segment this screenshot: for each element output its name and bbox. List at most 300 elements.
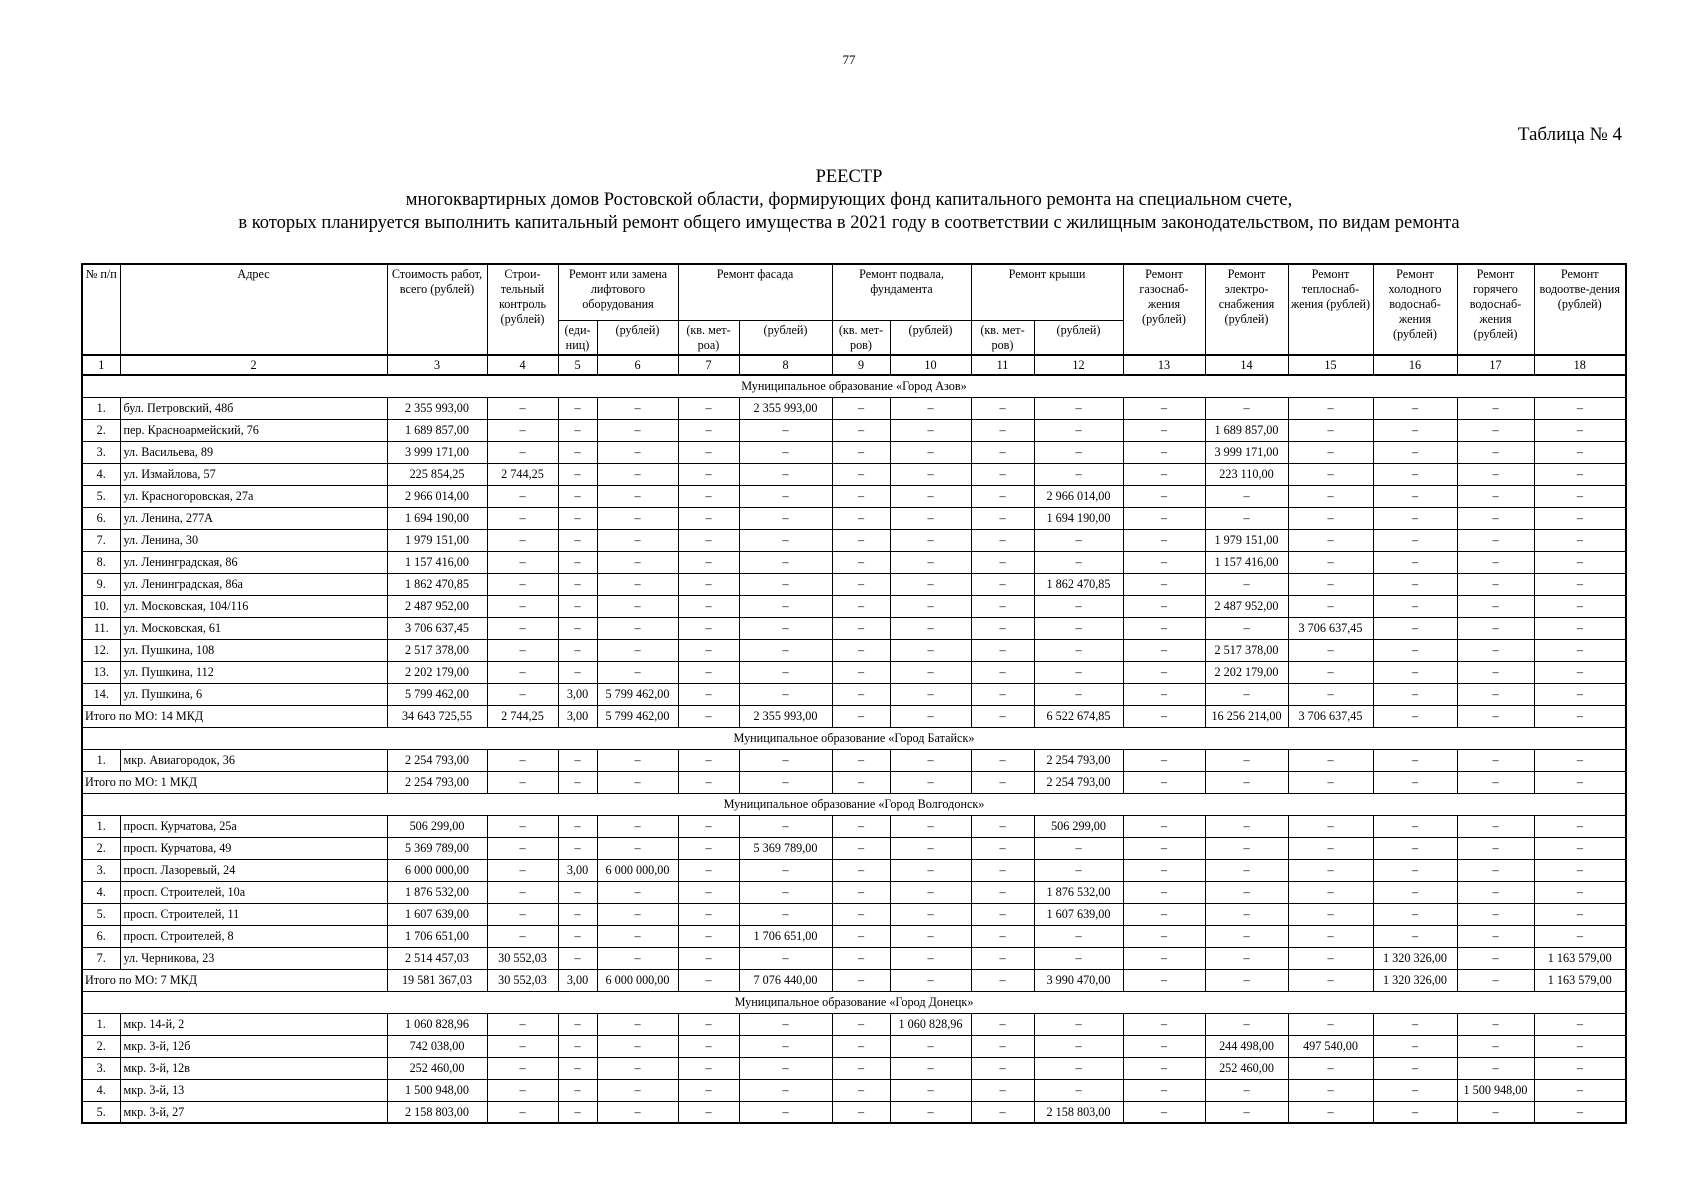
value-cell: –: [1034, 837, 1123, 859]
value-cell: –: [678, 419, 739, 441]
value-cell: –: [678, 1035, 739, 1057]
value-cell: –: [1457, 419, 1534, 441]
value-cell: 1 500 948,00: [1457, 1079, 1534, 1101]
value-cell: 3 999 171,00: [387, 441, 487, 463]
value-cell: –: [1373, 441, 1457, 463]
value-cell: –: [890, 463, 971, 485]
value-cell: –: [890, 837, 971, 859]
value-cell: –: [1034, 1013, 1123, 1035]
table-row: [82, 507, 1626, 529]
total-cell: 19 581 367,03: [387, 969, 487, 991]
total-row: [82, 969, 1626, 991]
total-cell: 1 163 579,00: [1534, 969, 1626, 991]
table-label: Таблица № 4: [1517, 124, 1622, 145]
value-cell: –: [1034, 947, 1123, 969]
value-cell: –: [971, 551, 1034, 573]
value-cell: 1 862 470,85: [387, 573, 487, 595]
total-row: [82, 705, 1626, 727]
value-cell: 1 706 651,00: [739, 925, 832, 947]
value-cell: –: [971, 1057, 1034, 1079]
value-cell: –: [597, 1101, 678, 1123]
total-cell: 2 744,25: [487, 705, 558, 727]
value-cell: –: [678, 617, 739, 639]
value-cell: –: [1373, 419, 1457, 441]
value-cell: –: [1288, 595, 1373, 617]
value-cell: 2 202 179,00: [387, 661, 487, 683]
value-cell: –: [1373, 1057, 1457, 1079]
value-cell: –: [678, 815, 739, 837]
value-cell: –: [678, 551, 739, 573]
value-cell: –: [1373, 1035, 1457, 1057]
value-cell: –: [890, 573, 971, 595]
value-cell: –: [971, 573, 1034, 595]
value-cell: –: [1457, 463, 1534, 485]
value-cell: –: [487, 1035, 558, 1057]
value-cell: –: [1457, 507, 1534, 529]
column-number: 17: [1457, 355, 1534, 375]
row-number: 5.: [82, 903, 120, 925]
column-number: 14: [1205, 355, 1288, 375]
value-cell: –: [487, 1079, 558, 1101]
row-number: 14.: [82, 683, 120, 705]
total-cell: –: [597, 771, 678, 793]
value-cell: –: [558, 397, 597, 419]
value-cell: –: [1534, 1035, 1626, 1057]
table-row: [82, 661, 1626, 683]
value-cell: –: [558, 837, 597, 859]
value-cell: –: [1288, 815, 1373, 837]
header-roof-rub: (рублей): [1034, 320, 1123, 355]
value-cell: –: [597, 749, 678, 771]
row-number: 1.: [82, 815, 120, 837]
address-cell: мкр. Авиагородок, 36: [120, 749, 387, 771]
table-row: [82, 749, 1626, 771]
value-cell: 1 163 579,00: [1534, 947, 1626, 969]
value-cell: –: [1373, 485, 1457, 507]
value-cell: –: [1288, 903, 1373, 925]
total-cell: –: [1123, 771, 1205, 793]
header-lift: Ремонт или замена лифтового оборудования: [558, 264, 678, 320]
value-cell: –: [739, 749, 832, 771]
value-cell: –: [597, 1079, 678, 1101]
value-cell: –: [1534, 507, 1626, 529]
value-cell: –: [1534, 573, 1626, 595]
row-number: 1.: [82, 397, 120, 419]
registry-table: [81, 263, 1627, 1124]
address-cell: ул. Московская, 104/116: [120, 595, 387, 617]
value-cell: 1 060 828,96: [387, 1013, 487, 1035]
value-cell: –: [1205, 859, 1288, 881]
value-cell: 1 979 151,00: [387, 529, 487, 551]
total-cell: –: [1534, 705, 1626, 727]
value-cell: –: [1457, 441, 1534, 463]
address-cell: ул. Измайлова, 57: [120, 463, 387, 485]
value-cell: 252 460,00: [387, 1057, 487, 1079]
value-cell: –: [1123, 639, 1205, 661]
value-cell: –: [1123, 397, 1205, 419]
value-cell: –: [597, 925, 678, 947]
value-cell: –: [1288, 837, 1373, 859]
row-number: 1.: [82, 1013, 120, 1035]
address-cell: просп. Строителей, 11: [120, 903, 387, 925]
value-cell: 225 854,25: [387, 463, 487, 485]
value-cell: –: [487, 815, 558, 837]
value-cell: –: [1123, 1101, 1205, 1123]
value-cell: –: [558, 463, 597, 485]
total-cell: –: [971, 705, 1034, 727]
total-cell: 2 355 993,00: [739, 705, 832, 727]
value-cell: –: [971, 903, 1034, 925]
row-number: 3.: [82, 859, 120, 881]
column-number: 18: [1534, 355, 1626, 375]
value-cell: –: [1123, 815, 1205, 837]
value-cell: –: [739, 1035, 832, 1057]
value-cell: 1 876 532,00: [1034, 881, 1123, 903]
header-roof-sqm: (кв. мет-ров): [971, 320, 1034, 355]
value-cell: 2 517 378,00: [387, 639, 487, 661]
value-cell: –: [1373, 683, 1457, 705]
value-cell: –: [558, 551, 597, 573]
address-cell: мкр. 3-й, 12в: [120, 1057, 387, 1079]
value-cell: 30 552,03: [487, 947, 558, 969]
value-cell: –: [1457, 837, 1534, 859]
value-cell: –: [1457, 947, 1534, 969]
address-cell: ул. Ленинградская, 86: [120, 551, 387, 573]
value-cell: –: [1123, 463, 1205, 485]
total-label: Итого по МО: 7 МКД: [82, 969, 387, 991]
value-cell: 5 369 789,00: [739, 837, 832, 859]
value-cell: –: [1534, 749, 1626, 771]
value-cell: –: [832, 947, 890, 969]
value-cell: –: [487, 925, 558, 947]
document-title: [0, 166, 1698, 235]
value-cell: –: [1205, 1101, 1288, 1123]
value-cell: –: [1457, 881, 1534, 903]
section-row: [82, 793, 1626, 815]
value-cell: –: [890, 529, 971, 551]
value-cell: 2 744,25: [487, 463, 558, 485]
value-cell: –: [890, 639, 971, 661]
value-cell: –: [678, 903, 739, 925]
value-cell: –: [890, 815, 971, 837]
value-cell: –: [487, 485, 558, 507]
value-cell: –: [832, 661, 890, 683]
value-cell: –: [1373, 881, 1457, 903]
header-facade-sqm: (кв. мет-роа): [678, 320, 739, 355]
value-cell: –: [597, 947, 678, 969]
table-row: [82, 1035, 1626, 1057]
value-cell: –: [1457, 617, 1534, 639]
value-cell: 1 500 948,00: [387, 1079, 487, 1101]
value-cell: –: [1205, 925, 1288, 947]
value-cell: –: [1288, 925, 1373, 947]
value-cell: –: [1205, 749, 1288, 771]
table-row: [82, 1079, 1626, 1101]
total-cell: –: [832, 969, 890, 991]
total-cell: 5 799 462,00: [597, 705, 678, 727]
value-cell: –: [1034, 661, 1123, 683]
total-cell: –: [1373, 705, 1457, 727]
value-cell: –: [832, 529, 890, 551]
value-cell: –: [1457, 639, 1534, 661]
value-cell: –: [487, 859, 558, 881]
address-cell: просп. Курчатова, 49: [120, 837, 387, 859]
value-cell: –: [678, 485, 739, 507]
total-cell: 2 254 793,00: [1034, 771, 1123, 793]
value-cell: –: [678, 397, 739, 419]
value-cell: –: [487, 683, 558, 705]
value-cell: –: [1288, 441, 1373, 463]
table-row: [82, 1101, 1626, 1123]
address-cell: ул. Московская, 61: [120, 617, 387, 639]
value-cell: –: [971, 859, 1034, 881]
column-number: 8: [739, 355, 832, 375]
value-cell: –: [890, 1057, 971, 1079]
table-body: [82, 375, 1626, 1123]
value-cell: –: [832, 859, 890, 881]
value-cell: –: [678, 683, 739, 705]
table-row: [82, 595, 1626, 617]
value-cell: 1 320 326,00: [1373, 947, 1457, 969]
value-cell: –: [890, 859, 971, 881]
value-cell: 1 694 190,00: [387, 507, 487, 529]
total-cell: 16 256 214,00: [1205, 705, 1288, 727]
total-label: Итого по МО: 1 МКД: [82, 771, 387, 793]
total-cell: –: [971, 771, 1034, 793]
table-row: [82, 815, 1626, 837]
value-cell: –: [1373, 661, 1457, 683]
address-cell: мкр. 3-й, 12б: [120, 1035, 387, 1057]
column-number: 3: [387, 355, 487, 375]
value-cell: –: [597, 463, 678, 485]
value-cell: –: [1123, 903, 1205, 925]
total-cell: –: [1457, 705, 1534, 727]
value-cell: –: [890, 617, 971, 639]
value-cell: –: [1205, 573, 1288, 595]
value-cell: –: [1457, 815, 1534, 837]
value-cell: –: [832, 837, 890, 859]
value-cell: –: [971, 463, 1034, 485]
value-cell: –: [1034, 463, 1123, 485]
column-number: 4: [487, 355, 558, 375]
total-cell: 34 643 725,55: [387, 705, 487, 727]
value-cell: –: [597, 837, 678, 859]
value-cell: –: [487, 397, 558, 419]
value-cell: –: [1457, 1101, 1534, 1123]
value-cell: –: [678, 1013, 739, 1035]
value-cell: –: [558, 903, 597, 925]
value-cell: 2 254 793,00: [1034, 749, 1123, 771]
value-cell: –: [1123, 661, 1205, 683]
row-number: 3.: [82, 441, 120, 463]
value-cell: –: [1288, 1079, 1373, 1101]
value-cell: –: [1534, 815, 1626, 837]
address-cell: пер. Красноармейский, 76: [120, 419, 387, 441]
value-cell: –: [597, 529, 678, 551]
total-cell: –: [1288, 771, 1373, 793]
value-cell: –: [597, 815, 678, 837]
row-number: 2.: [82, 1035, 120, 1057]
table-row: [82, 441, 1626, 463]
value-cell: –: [487, 1013, 558, 1035]
value-cell: –: [971, 1013, 1034, 1035]
value-cell: –: [1288, 947, 1373, 969]
header-no: № п/п: [82, 264, 120, 355]
value-cell: –: [678, 463, 739, 485]
total-cell: –: [890, 705, 971, 727]
value-cell: 1 689 857,00: [1205, 419, 1288, 441]
value-cell: –: [832, 397, 890, 419]
value-cell: –: [1457, 529, 1534, 551]
value-cell: –: [1123, 683, 1205, 705]
value-cell: –: [1373, 903, 1457, 925]
header-cold-water: Ремонт холодного водоснаб-жения (рублей): [1373, 264, 1457, 355]
value-cell: –: [678, 1079, 739, 1101]
value-cell: –: [1534, 441, 1626, 463]
value-cell: –: [558, 529, 597, 551]
address-cell: ул. Пушкина, 108: [120, 639, 387, 661]
value-cell: –: [597, 1057, 678, 1079]
value-cell: 1 607 639,00: [387, 903, 487, 925]
value-cell: –: [678, 1057, 739, 1079]
value-cell: –: [1288, 661, 1373, 683]
value-cell: –: [1457, 485, 1534, 507]
total-cell: –: [1288, 969, 1373, 991]
value-cell: –: [1534, 1101, 1626, 1123]
row-number: 4.: [82, 463, 120, 485]
value-cell: 2 517 378,00: [1205, 639, 1288, 661]
value-cell: –: [1205, 947, 1288, 969]
value-cell: –: [971, 837, 1034, 859]
value-cell: –: [832, 683, 890, 705]
value-cell: –: [1534, 925, 1626, 947]
value-cell: –: [971, 661, 1034, 683]
value-cell: –: [1034, 1057, 1123, 1079]
value-cell: –: [487, 881, 558, 903]
value-cell: –: [890, 947, 971, 969]
value-cell: 2 158 803,00: [1034, 1101, 1123, 1123]
value-cell: –: [1034, 441, 1123, 463]
total-cell: –: [1205, 969, 1288, 991]
value-cell: –: [971, 749, 1034, 771]
value-cell: –: [1534, 1013, 1626, 1035]
value-cell: –: [971, 595, 1034, 617]
municipality-heading: Муниципальное образование «Город Волгодонск»: [82, 793, 1626, 815]
value-cell: –: [1288, 397, 1373, 419]
value-cell: –: [1457, 859, 1534, 881]
value-cell: –: [558, 1035, 597, 1057]
value-cell: –: [739, 1079, 832, 1101]
table-row: [82, 529, 1626, 551]
address-cell: ул. Ленина, 30: [120, 529, 387, 551]
value-cell: –: [890, 419, 971, 441]
table-row: [82, 837, 1626, 859]
value-cell: –: [739, 441, 832, 463]
value-cell: –: [558, 1079, 597, 1101]
value-cell: –: [1534, 1079, 1626, 1101]
table-row: [82, 925, 1626, 947]
value-cell: –: [1534, 419, 1626, 441]
value-cell: –: [1123, 947, 1205, 969]
total-cell: –: [1373, 771, 1457, 793]
value-cell: –: [739, 573, 832, 595]
value-cell: –: [739, 507, 832, 529]
header-heat: Ремонт теплоснаб-жения (рублей): [1288, 264, 1373, 355]
value-cell: –: [1288, 1057, 1373, 1079]
value-cell: –: [1373, 573, 1457, 595]
value-cell: 506 299,00: [387, 815, 487, 837]
value-cell: –: [739, 485, 832, 507]
total-cell: –: [890, 969, 971, 991]
value-cell: –: [1288, 859, 1373, 881]
value-cell: –: [890, 1101, 971, 1123]
section-row: [82, 727, 1626, 749]
value-cell: –: [971, 397, 1034, 419]
value-cell: 2 966 014,00: [1034, 485, 1123, 507]
value-cell: –: [739, 419, 832, 441]
value-cell: –: [739, 947, 832, 969]
title-line-2: многоквартирных домов Ростовской области, формирующих фонд капитального ремонта на специальном счете,: [405, 190, 1293, 210]
value-cell: –: [971, 947, 1034, 969]
total-cell: –: [1205, 771, 1288, 793]
column-number-row: [82, 355, 1626, 375]
header-total-cost: Стоимость работ, всего (рублей): [387, 264, 487, 355]
header-lift-units: (еди-ниц): [558, 320, 597, 355]
row-number: 9.: [82, 573, 120, 595]
section-row: [82, 375, 1626, 397]
value-cell: –: [1288, 507, 1373, 529]
value-cell: –: [1457, 661, 1534, 683]
table-row: [82, 1013, 1626, 1035]
total-cell: 3 706 637,45: [1288, 705, 1373, 727]
total-cell: –: [890, 771, 971, 793]
value-cell: –: [890, 441, 971, 463]
table-row: [82, 1057, 1626, 1079]
value-cell: –: [678, 1101, 739, 1123]
row-number: 10.: [82, 595, 120, 617]
column-number: 2: [120, 355, 387, 375]
value-cell: –: [1205, 815, 1288, 837]
value-cell: –: [832, 551, 890, 573]
value-cell: –: [739, 463, 832, 485]
value-cell: –: [1288, 573, 1373, 595]
column-number: 12: [1034, 355, 1123, 375]
value-cell: 1 979 151,00: [1205, 529, 1288, 551]
table-row: [82, 881, 1626, 903]
value-cell: –: [1123, 419, 1205, 441]
value-cell: 2 355 993,00: [387, 397, 487, 419]
value-cell: –: [558, 419, 597, 441]
value-cell: –: [597, 397, 678, 419]
value-cell: –: [739, 639, 832, 661]
value-cell: –: [832, 1079, 890, 1101]
total-label: Итого по МО: 14 МКД: [82, 705, 387, 727]
value-cell: –: [487, 903, 558, 925]
value-cell: –: [1534, 551, 1626, 573]
value-cell: –: [832, 507, 890, 529]
value-cell: –: [1123, 595, 1205, 617]
address-cell: мкр. 3-й, 13: [120, 1079, 387, 1101]
title-line-3: в которых планируется выполнить капитальный ремонт общего имущества в 2021 году в соответствии с жилищным законодательством, по видам ремонта: [238, 213, 1460, 233]
value-cell: –: [558, 617, 597, 639]
value-cell: –: [678, 837, 739, 859]
value-cell: –: [832, 573, 890, 595]
total-cell: –: [558, 771, 597, 793]
value-cell: –: [832, 1035, 890, 1057]
value-cell: –: [678, 573, 739, 595]
row-number: 6.: [82, 507, 120, 529]
value-cell: –: [971, 1035, 1034, 1057]
